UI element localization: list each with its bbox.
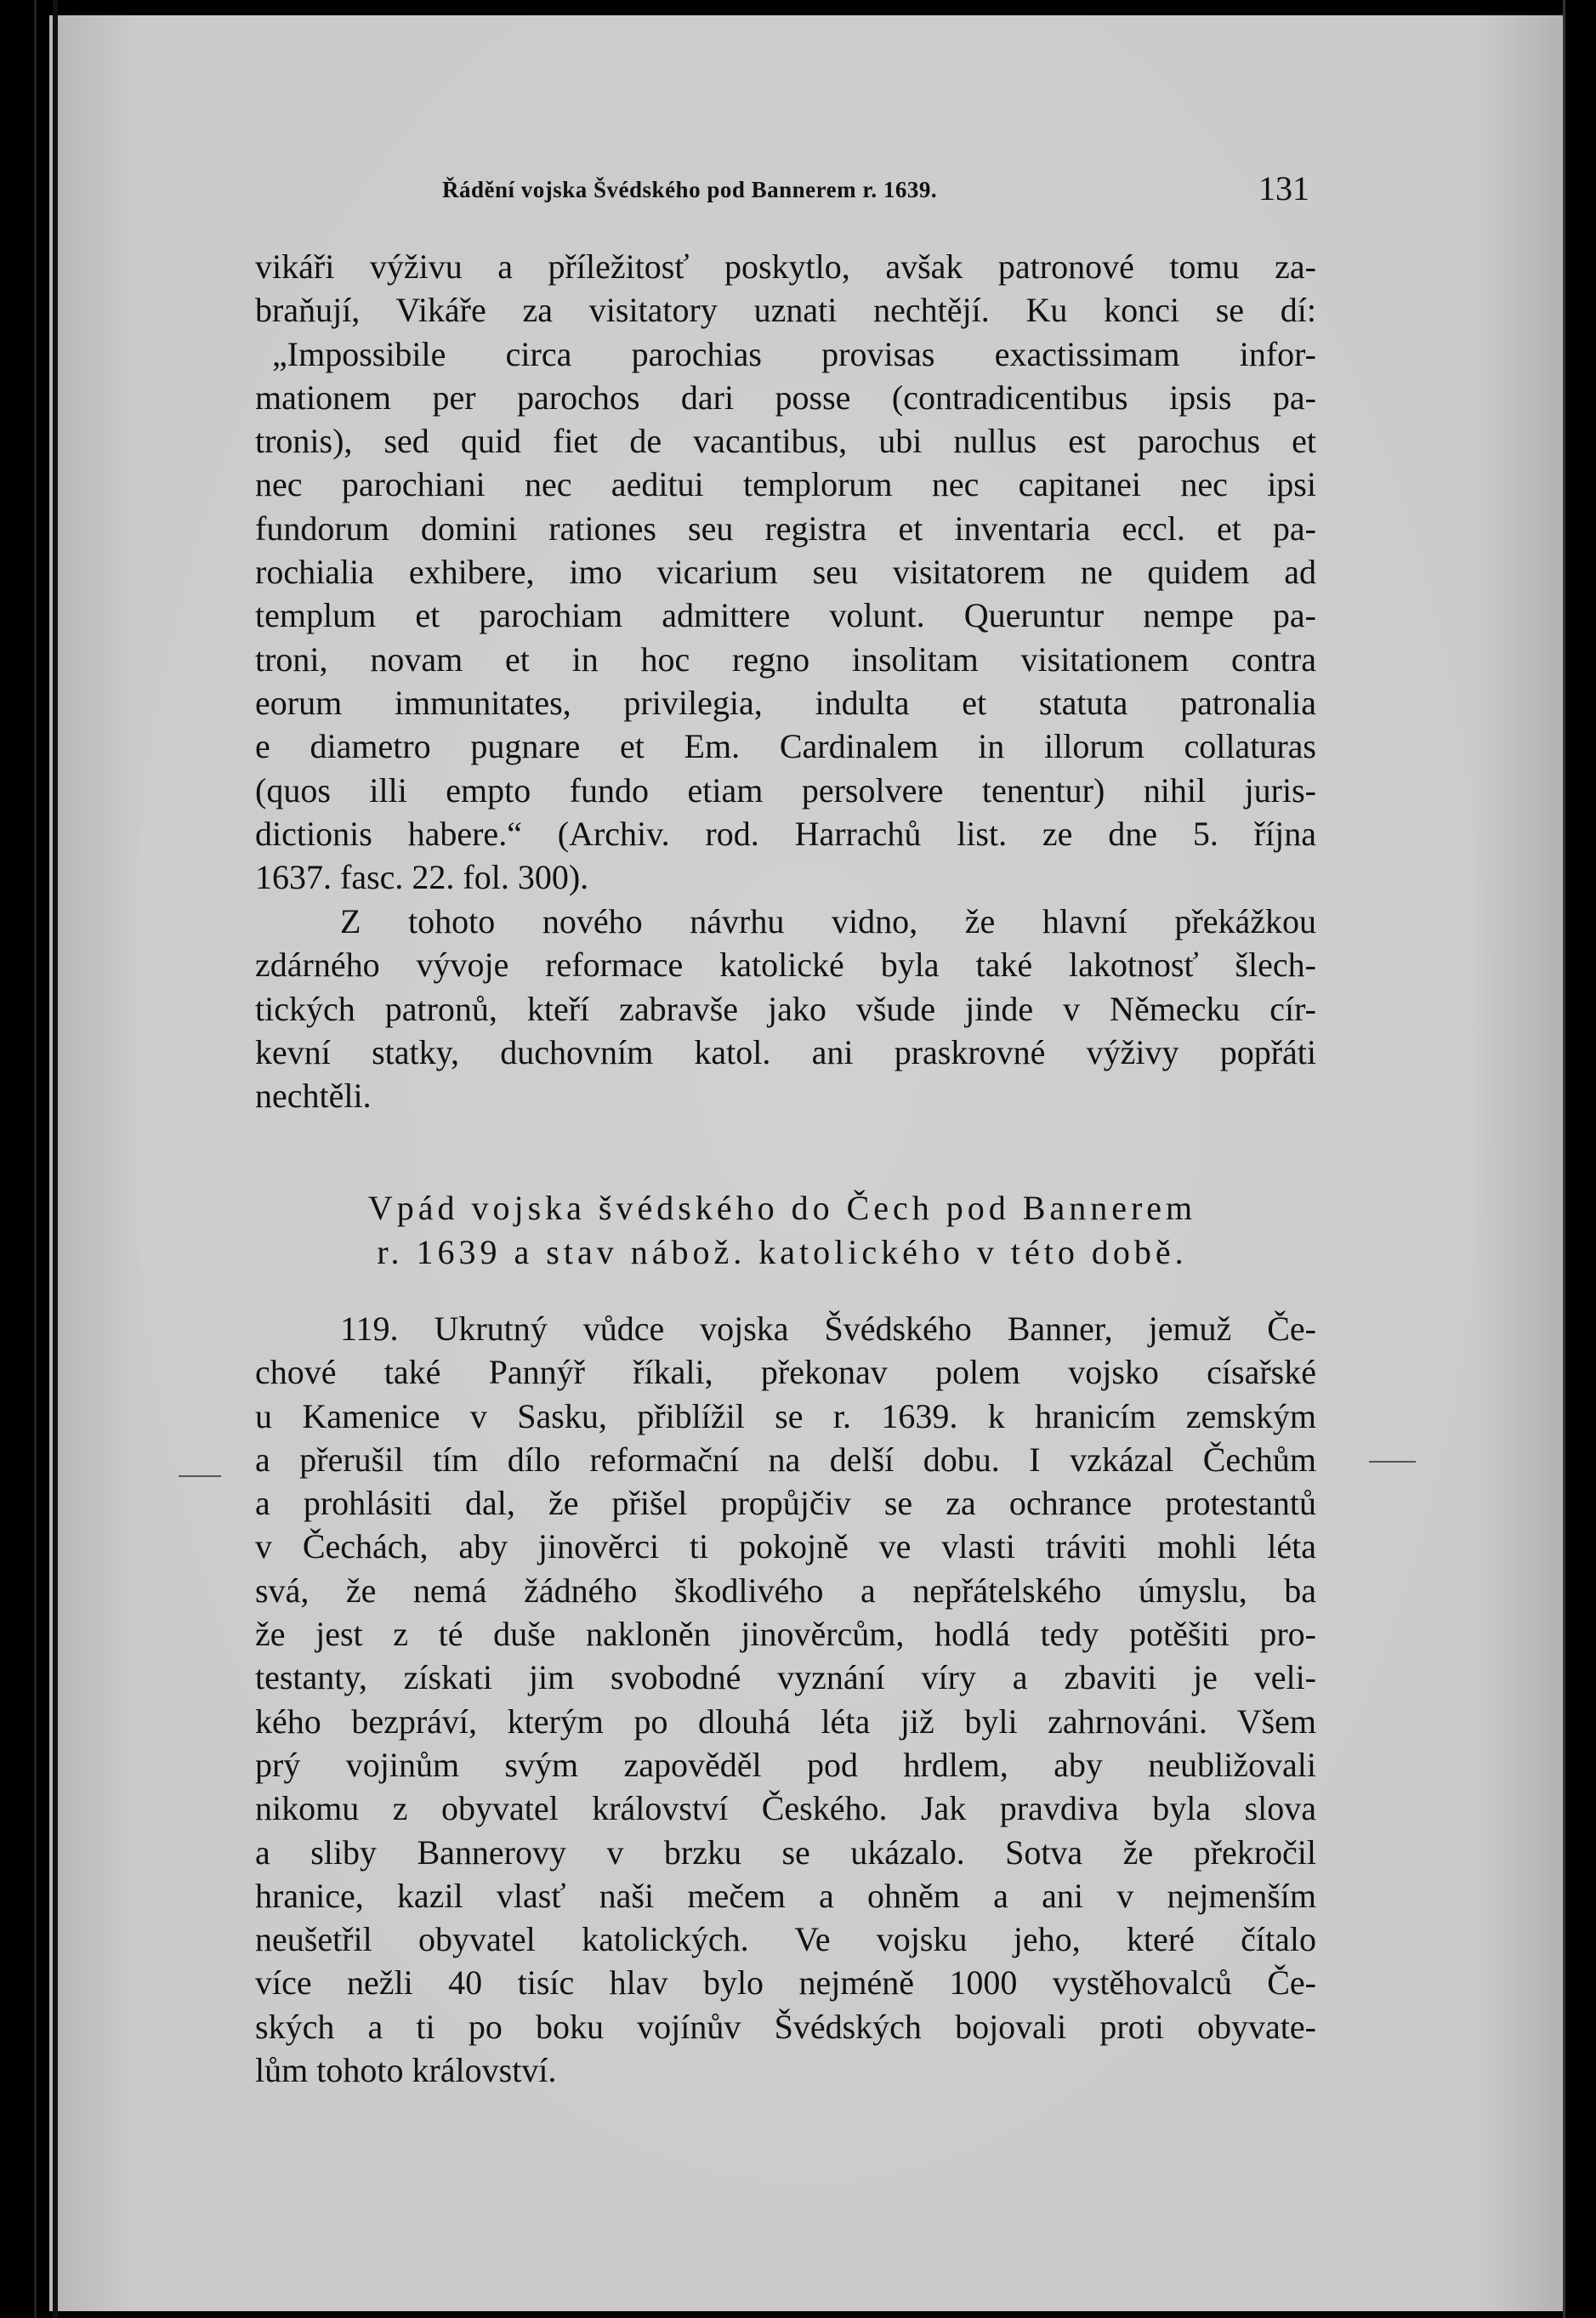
text-line: kevní statky, duchovním katol. ani praskrovné výživy popřáti xyxy=(255,1032,1316,1071)
text-line: 1637. fasc. 22. fol. 300). xyxy=(255,858,589,897)
text-line: braňují, Vikáře za visitatory uznati nechtějí. Ku konci se dí: xyxy=(255,291,1316,330)
text-line: dictionis habere.“ (Archiv. rod. Harrachů list. ze dne 5. října xyxy=(255,814,1316,853)
section-heading-line-1: Vpád vojska švédského do Čech pod Bannerem xyxy=(367,1189,1197,1227)
text-line: 119. Ukrutný vůdce vojska Švédského Banner, jemuž Če- xyxy=(340,1310,1316,1348)
text-line: fundorum domini rationes seu registra et inventaria eccl. et pa- xyxy=(255,508,1316,548)
text-line: nec parochiani nec aeditui templorum nec capitanei nec ipsi xyxy=(255,465,1316,504)
text-line: zdárného vývoje reformace katolické byla také lakotnosť šlech- xyxy=(255,946,1316,985)
text-line: prý vojinům svým zapověděl pod hrdlem, aby neubližovali xyxy=(255,1745,1316,1784)
paragraph-conclusion xyxy=(255,900,1316,1117)
page-right-edge xyxy=(1563,0,1565,2318)
section-heading-line-2: r. 1639 a stav nábož. katolického v této době. xyxy=(377,1233,1188,1271)
binding-edge xyxy=(53,0,58,2318)
text-line: a prohlásiti dal, že přišel propůjčiv se za ochrance protestantů xyxy=(255,1484,1316,1523)
page-number: 131 xyxy=(1258,169,1309,207)
text-line: lům tohoto království. xyxy=(255,2051,557,2090)
text-line: nechtěli. xyxy=(255,1077,372,1116)
text-line: svá, že nemá žádného škodlivého a nepřátelského úmyslu, ba xyxy=(255,1571,1316,1610)
text-line: neušetřil obyvatel katolických. Ve vojsku jeho, které čítalo xyxy=(255,1920,1316,1959)
text-line: e diametro pugnare et Em. Cardinalem in illorum collaturas xyxy=(255,727,1316,766)
text-line: nikomu z obyvatel království Českého. Jak pravdiva byla slova xyxy=(255,1789,1316,1828)
text-line: a přerušil tím dílo reformační na delší dobu. I vzkázal Čechům xyxy=(255,1440,1316,1479)
text-line: rochialia exhibere, imo vicarium seu visitatorem ne quidem ad xyxy=(255,553,1316,592)
text-line: mationem per parochos dari posse (contradicentibus ipsis pa- xyxy=(255,378,1316,417)
text-line: hranice, kazil vlasť naši mečem a ohněm a ani v nejmenším xyxy=(255,1876,1316,1915)
binding-edge-outer xyxy=(34,0,37,2318)
text-line: kého bezpráví, kterým po dlouhá léta již byli zahrnováni. Všem xyxy=(255,1702,1316,1741)
text-line: eorum immunitates, privilegia, indulta et statuta patronalia xyxy=(255,683,1316,722)
text-line: „Impossibile circa parochias provisas exactissimam infor- xyxy=(272,334,1316,373)
text-line: a sliby Bannerovy v brzku se ukázalo. Sotva že překročil xyxy=(255,1832,1316,1872)
text-line: (quos illi empto fundo etiam persolvere tenentur) nihil juris- xyxy=(255,770,1316,810)
running-title: Řádění vojska Švédského pod Bannerem r. 1639. xyxy=(442,177,938,202)
text-line: tronis), sed quid fiet de vacantibus, ubi nullus est parochus et xyxy=(255,422,1316,461)
text-line: tických patronů, kteří zabravše jako všude jinde v Německu cír- xyxy=(255,989,1316,1028)
margin-mark-right xyxy=(1369,1461,1416,1463)
text-line: více nežli 40 tisíc hlav bylo nejméně 1000 vystěhovalců Če- xyxy=(255,1963,1316,2003)
text-line: ských a ti po boku vojínův Švédských bojovali proti obyvate- xyxy=(255,2007,1316,2046)
text-line: troni, novam et in hoc regno insolitam visitationem contra xyxy=(255,639,1316,679)
text-line: v Čechách, aby jinověrci ti pokojně ve vlasti tráviti mohli léta xyxy=(255,1527,1316,1566)
paragraph-latin-quote xyxy=(255,245,1316,899)
text-line: chové také Pannýř říkali, překonav polem vojsko císařské xyxy=(255,1353,1316,1392)
text-line: u Kamenice v Sasku, přiblížil se r. 1639. k hranicím zemským xyxy=(255,1396,1316,1435)
text-line: vikáři výživu a příležitosť poskytlo, avšak patronové tomu za- xyxy=(255,247,1316,286)
margin-mark-left xyxy=(179,1475,221,1477)
text-line: Z tohoto nového návrhu vidno, že hlavní překážkou xyxy=(340,902,1316,940)
text-line: templum et parochiam admittere volunt. Queruntur nempe pa- xyxy=(255,596,1316,635)
running-header xyxy=(255,167,1309,218)
text-line: že jest z té duše nakloněn jinověrcům, hodlá tedy potěšiti pro- xyxy=(255,1615,1316,1654)
text-line: testanty, získati jim svobodné vyznání víry a zbaviti je veli- xyxy=(255,1658,1316,1697)
paragraph-119 xyxy=(255,1307,1316,2092)
